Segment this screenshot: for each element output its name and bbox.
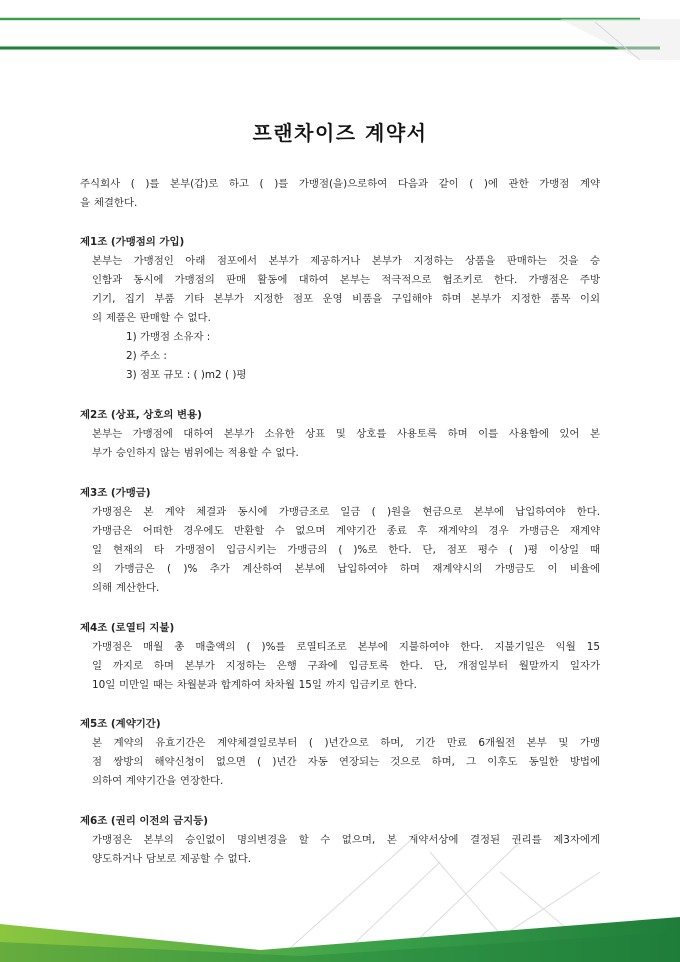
article-line: 가맹점은 본부의 승인없이 명의변경을 할 수 없으며, 본 계약서상에 결정된 권리를 제3자에게 [92,834,600,846]
article-line: 가맹점은 매월 총 매출액의 ( )%를 로열티조로 본부에 지불하여야 한다. 지불기일은 익월 15 [92,641,600,653]
header-decoration [0,0,680,70]
article-line: 의해 계산한다. [92,582,160,594]
intro-line: 주식회사 ( )를 본부(갑)로 하고 ( )를 가맹점(을)으로하여 다음과 같이 ( )에 관한 가맹점 계약 [80,178,600,190]
article-title: 제2조 (상표, 상호의 변용) [80,409,202,421]
article-line: 가맹점은 본 계약 체결과 동시에 가맹금조로 일금 ( )원을 현금으로 본부에 납입하여야 한다. [92,506,600,518]
article-line: 기기, 집기 부품 기타 본부가 지정한 점포 운영 비품을 구입해야 하며 본부가 지정한 품목 이외 [92,293,600,305]
article-line: 인함과 동시에 가맹점의 판매 활동에 대하여 본부는 적극적으로 협조키로 한다. 가맹점은 주방 [92,274,600,286]
document-title: 프랜차이즈 계약서 [252,121,428,145]
article-4 [80,619,600,695]
article-line: 본부는 가맹점에 대하여 본부가 소유한 상표 및 상호를 사용토록 하며 이를 사용함에 있어 본 [92,428,600,440]
article-line: 의하여 계약기간을 연장한다. [92,775,224,787]
list-item: 2) 주소 : [126,350,167,362]
intro-paragraph [80,175,600,213]
article-5 [80,715,600,791]
article-title: 제5조 (계약기간) [80,718,161,730]
list-item: 3) 점포 규모 : ( )m2 ( )평 [126,369,247,381]
article-line: 양도하거나 담보로 제공할 수 없다. [92,853,252,865]
article-line: 일 현재의 타 가맹점이 입금시키는 가맹금의 ( )%로 한다. 단, 점포 평수 ( )평 이상일 때 [92,544,600,556]
footer-decoration [0,832,680,962]
article-line: 의 가맹금은 ( )% 추가 계산하여 본부에 납입하여야 하며 재계약시의 가맹금도 이 비율에 [92,563,600,575]
article-line: 점 쌍방의 해약신청이 없으면 ( )년간 자동 연장되는 것으로 하며, 그 이후도 동일한 방법에 [92,756,600,768]
article-line: 부가 승인하지 않는 범위에는 적용할 수 없다. [92,447,299,459]
article-line: 본 계약의 유효기간은 계약체결일로부터 ( )년간으로 하며, 기간 만료 6개월전 본부 및 가맹 [92,737,600,749]
article-title: 제4조 (로열티 지불) [80,622,175,634]
article-2 [80,406,600,463]
list-item: 1) 가맹점 소유자 : [126,331,211,343]
intro-line: 을 체결한다. [80,197,138,209]
article-line: 가맹금은 어떠한 경우에도 반환할 수 없으며 계약기간 종료 후 재계약의 경우 가맹금은 재계약 [92,525,600,537]
article-3 [80,484,600,598]
article-1 [80,233,600,385]
article-title: 제3조 (가맹금) [80,487,151,499]
article-line: 의 제품은 판매할 수 없다. [92,312,211,324]
article-line: 본부는 가맹점인 아래 점포에서 본부가 제공하거나 본부가 지정하는 상품을 판매하는 것을 승 [92,255,600,267]
article-title: 제1조 (가맹점의 가입) [80,236,185,248]
article-title: 제6조 (권리 이전의 금지등) [80,815,208,827]
article-line: 10일 미만일 때는 차월분과 합계하여 차차월 15일 까지 입금키로 한다. [92,679,417,691]
article-line: 일 까지로 하며 본부가 지정하는 은행 구좌에 입금토록 한다. 단, 개점일부터 월말까지 일자가 [92,660,600,672]
